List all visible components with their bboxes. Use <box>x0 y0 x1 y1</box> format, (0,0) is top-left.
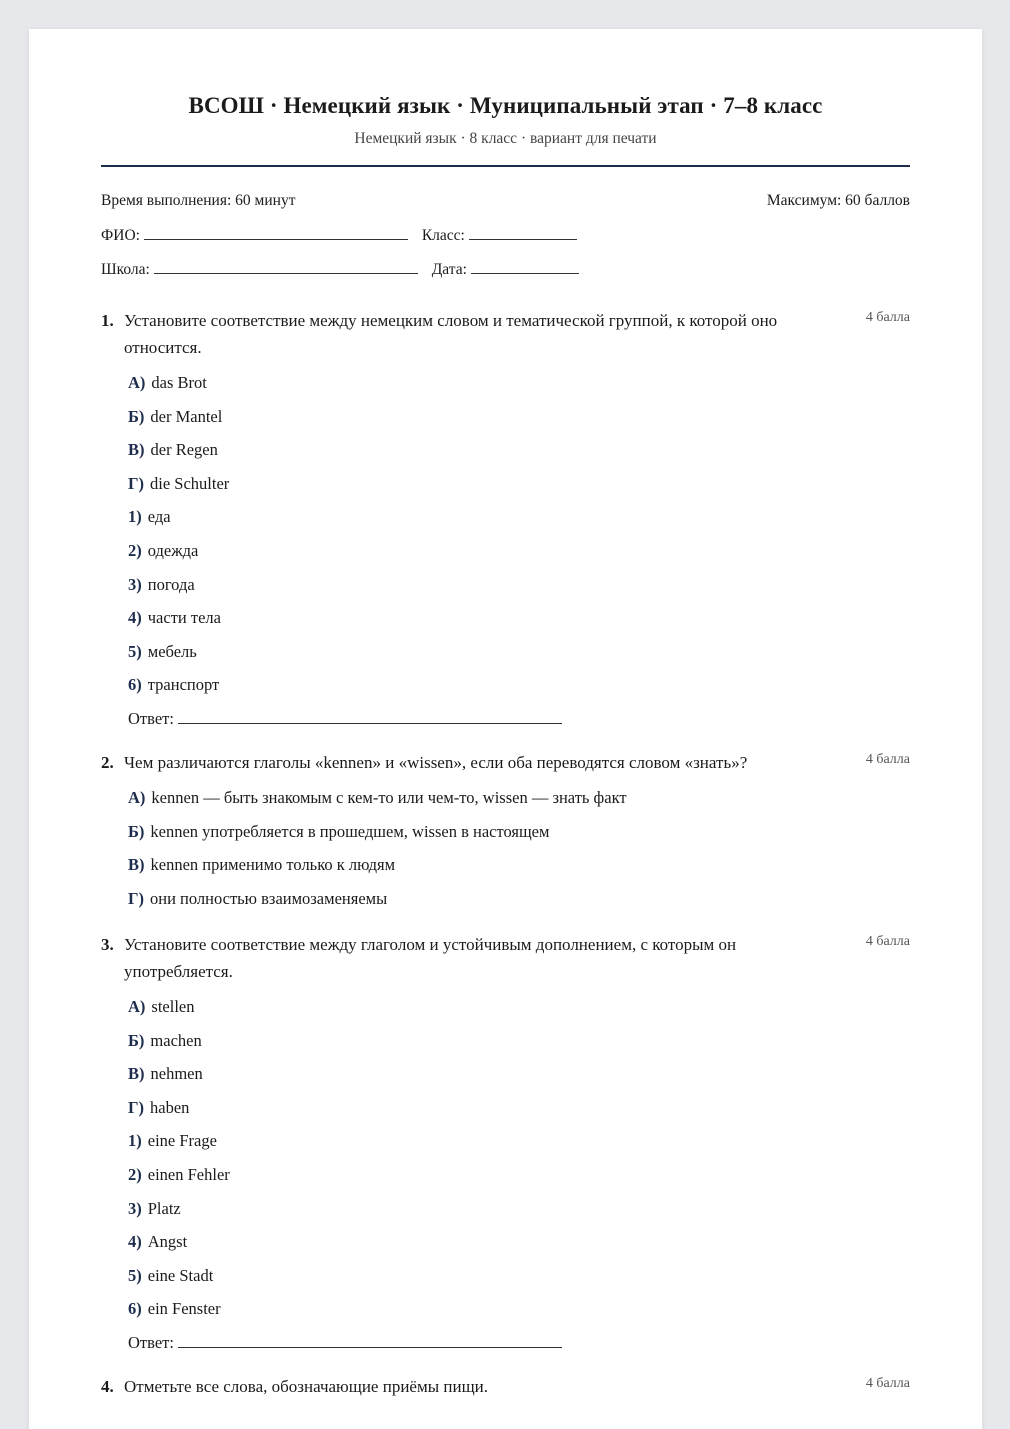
option-mark: Б) <box>128 406 145 426</box>
option-mark: Б) <box>128 1030 145 1050</box>
option-mark: Г) <box>128 473 144 493</box>
question-header <box>101 931 910 985</box>
option-text: stellen <box>151 997 195 1016</box>
option-text: haben <box>150 1097 190 1117</box>
option-item[interactable] <box>101 500 910 534</box>
name-blank[interactable] <box>144 225 408 240</box>
question-number: 1. <box>101 311 114 330</box>
option-item[interactable] <box>101 1091 910 1125</box>
option-text: der Mantel <box>150 406 223 426</box>
question-2 <box>101 749 910 915</box>
option-mark: А) <box>128 997 146 1016</box>
option-item[interactable] <box>101 568 910 602</box>
option-text: einen Fehler <box>147 1164 230 1184</box>
option-mark: 4) <box>128 608 142 628</box>
option-item[interactable] <box>101 1024 910 1058</box>
option-item[interactable] <box>101 1292 910 1326</box>
question-points: 4 балла <box>865 1376 910 1391</box>
option-item[interactable] <box>101 601 910 635</box>
option-item[interactable] <box>101 1057 910 1091</box>
option-text: eine Stadt <box>147 1265 214 1285</box>
option-item[interactable] <box>101 1158 910 1192</box>
option-item[interactable] <box>101 882 910 916</box>
name-label: ФИО: <box>101 227 140 244</box>
question-number: 4. <box>101 1377 114 1396</box>
option-mark: 1) <box>128 507 142 527</box>
option-item[interactable] <box>101 1225 910 1259</box>
option-text: nehmen <box>150 1064 203 1084</box>
option-text: der Regen <box>150 440 218 460</box>
option-mark: А) <box>128 373 146 392</box>
option-text: Platz <box>147 1198 181 1218</box>
option-text: das Brot <box>151 373 207 392</box>
question-points: 4 балла <box>865 934 910 949</box>
option-text: Angst <box>147 1232 188 1252</box>
option-mark: 3) <box>128 574 142 594</box>
option-item[interactable] <box>101 534 910 568</box>
question-text: Установите соответствие между глаголом и устойчивым дополнением, с которым он употребляется. <box>124 935 737 981</box>
page-title: ВСОШ · Немецкий язык · Муниципальный этап · 7–8 класс <box>188 93 823 118</box>
option-text: мебель <box>147 641 197 661</box>
option-mark: В) <box>128 855 145 875</box>
date-blank[interactable] <box>471 259 579 274</box>
school-label: Школа: <box>101 261 150 278</box>
max-score: Максимум: 60 баллов <box>766 192 910 209</box>
option-mark: В) <box>128 1064 145 1084</box>
option-text: они полностью взаимозаменяемы <box>150 888 388 908</box>
option-item[interactable] <box>101 1192 910 1226</box>
question-header <box>101 307 910 361</box>
question-header <box>101 749 910 776</box>
option-text: eine Frage <box>147 1131 217 1151</box>
class-blank[interactable] <box>469 225 577 240</box>
option-item[interactable] <box>101 467 910 501</box>
option-text: kennen применимо только к людям <box>150 855 396 875</box>
option-list <box>101 366 910 702</box>
page-subtitle: Немецкий язык · 8 класс · вариант для печати <box>354 130 657 147</box>
question-number: 3. <box>101 935 114 954</box>
option-mark: Б) <box>128 821 145 841</box>
answer-blank[interactable] <box>178 1333 562 1348</box>
option-item[interactable] <box>101 635 910 669</box>
answer-label: Ответ: <box>128 708 174 728</box>
option-item[interactable] <box>101 366 910 400</box>
option-mark: 2) <box>128 540 142 560</box>
option-item[interactable] <box>101 1124 910 1158</box>
option-item[interactable] <box>101 781 910 815</box>
option-mark: 5) <box>128 1265 142 1285</box>
option-list <box>101 781 910 915</box>
question-number: 2. <box>101 753 114 772</box>
header-divider <box>101 165 910 167</box>
time-limit: Время выполнения: 60 минут <box>101 192 296 209</box>
answer-row <box>101 1326 910 1360</box>
option-text: части тела <box>147 608 221 628</box>
option-text: одежда <box>147 540 199 560</box>
option-mark: 2) <box>128 1164 142 1184</box>
option-mark: Г) <box>128 1097 144 1117</box>
option-mark: 6) <box>128 1299 142 1319</box>
answer-row <box>101 702 910 736</box>
option-item[interactable] <box>101 668 910 702</box>
exam-sheet <box>29 29 982 1429</box>
question-points: 4 балла <box>865 752 910 767</box>
question-4 <box>101 1373 910 1400</box>
option-mark: 1) <box>128 1131 142 1151</box>
option-mark: А) <box>128 788 146 807</box>
option-mark: 6) <box>128 675 142 695</box>
option-item[interactable] <box>101 400 910 434</box>
option-mark: 5) <box>128 641 142 661</box>
question-points: 4 балла <box>865 310 910 325</box>
option-text: еда <box>147 507 171 527</box>
option-text: die Schulter <box>150 473 230 493</box>
option-item[interactable] <box>101 1259 910 1293</box>
option-mark: Г) <box>128 888 144 908</box>
school-blank[interactable] <box>154 259 418 274</box>
option-mark: 4) <box>128 1232 142 1252</box>
option-text: kennen — быть знакомым с кем-то или чем-то, wissen — знать факт <box>151 788 627 807</box>
option-text: kennen употребляется в прошедшем, wissen в настоящем <box>150 821 550 841</box>
option-item[interactable] <box>101 848 910 882</box>
class-label: Класс: <box>421 227 465 244</box>
name-class-row <box>101 225 577 245</box>
question-text: Отметьте все слова, обозначающие приёмы пищи. <box>124 1377 489 1396</box>
question-header <box>101 1373 910 1400</box>
question-3 <box>101 931 910 1360</box>
school-date-row <box>101 259 579 279</box>
option-list <box>101 990 910 1326</box>
answer-label: Ответ: <box>128 1332 174 1352</box>
option-mark: В) <box>128 440 145 460</box>
option-text: ein Fenster <box>147 1299 221 1319</box>
option-text: транспорт <box>147 675 220 695</box>
option-text: machen <box>150 1030 202 1050</box>
option-mark: 3) <box>128 1198 142 1218</box>
question-1 <box>101 307 910 736</box>
option-item[interactable] <box>101 433 910 467</box>
question-text: Чем различаются глаголы «kennen» и «wissen», если оба переводятся словом «знать»? <box>124 753 748 772</box>
option-item[interactable] <box>101 815 910 849</box>
option-text: погода <box>147 574 195 594</box>
question-text: Установите соответствие между немецким словом и тематической группой, к которой оно относится. <box>124 311 778 357</box>
option-item[interactable] <box>101 990 910 1024</box>
date-label: Дата: <box>431 261 467 278</box>
answer-blank[interactable] <box>178 709 562 724</box>
